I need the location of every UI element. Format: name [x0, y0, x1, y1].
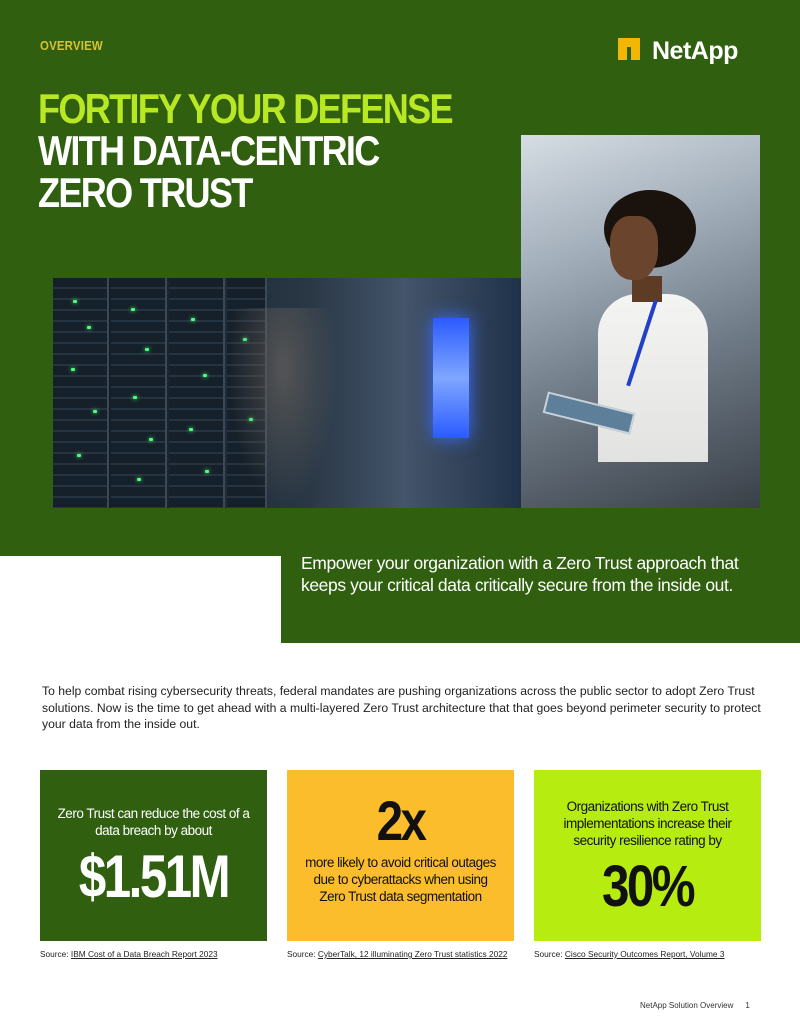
- stat-value: $1.51M: [78, 843, 229, 910]
- footer-doc-label: NetApp Solution Overview: [640, 1001, 734, 1010]
- page-number: 1: [745, 1001, 750, 1010]
- summary-statement: Empower your organization with a Zero Trust approach that keeps your critical data critically secure from the inside out.: [301, 553, 739, 595]
- source-link[interactable]: Cisco Security Outcomes Report, Volume 3: [564, 949, 725, 959]
- intro-paragraph: To help combat rising cybersecurity threats, federal mandates are pushing organizations across the public sector to adopt Zero Trust solutions. Now is the time to get ahead with a multi-layered Zero Trust architecture that that goes beyond perimeter security to protect your data from the inside out.: [42, 684, 761, 731]
- overview-label: OVERVIEW: [40, 38, 103, 53]
- page-footer: [640, 1001, 750, 1010]
- stat-card-outages: [287, 770, 514, 941]
- stat-description: Organizations with Zero Trust implementations increase their security resilience rating by: [563, 799, 732, 848]
- stat-card-cost: [40, 770, 267, 941]
- source-citation: Source: Cisco Security Outcomes Report, Volume 3: [534, 949, 725, 959]
- title-line-2: WITH DATA-CENTRIC: [38, 127, 379, 174]
- page-title: [38, 85, 478, 216]
- hero-photo-datacenter: [53, 278, 521, 508]
- source-citation: Source: CyberTalk, 12 illuminating Zero Trust statistics 2022: [287, 949, 508, 959]
- netapp-logo-icon: [618, 38, 644, 64]
- logo-text: NetApp: [652, 36, 738, 65]
- stat-value: 30%: [601, 854, 694, 919]
- stat-description: more likely to avoid critical outages due to cyberattacks when using Zero Trust data segmentation: [305, 855, 496, 904]
- source-citation: Source: IBM Cost of a Data Breach Report 2023: [40, 949, 218, 959]
- title-line-1: FORTIFY YOUR DEFENSE: [38, 85, 452, 132]
- stat-card-resilience: [534, 770, 761, 941]
- stat-description: Zero Trust can reduce the cost of a data breach by about: [57, 806, 250, 838]
- title-line-3: ZERO TRUST: [38, 169, 252, 216]
- stat-value: 2x: [376, 789, 425, 852]
- netapp-logo: [618, 38, 738, 64]
- engineer-figure: [588, 190, 708, 448]
- source-link[interactable]: CyberTalk, 12 illuminating Zero Trust statistics 2022: [317, 949, 508, 959]
- source-link[interactable]: IBM Cost of a Data Breach Report 2023: [70, 949, 218, 959]
